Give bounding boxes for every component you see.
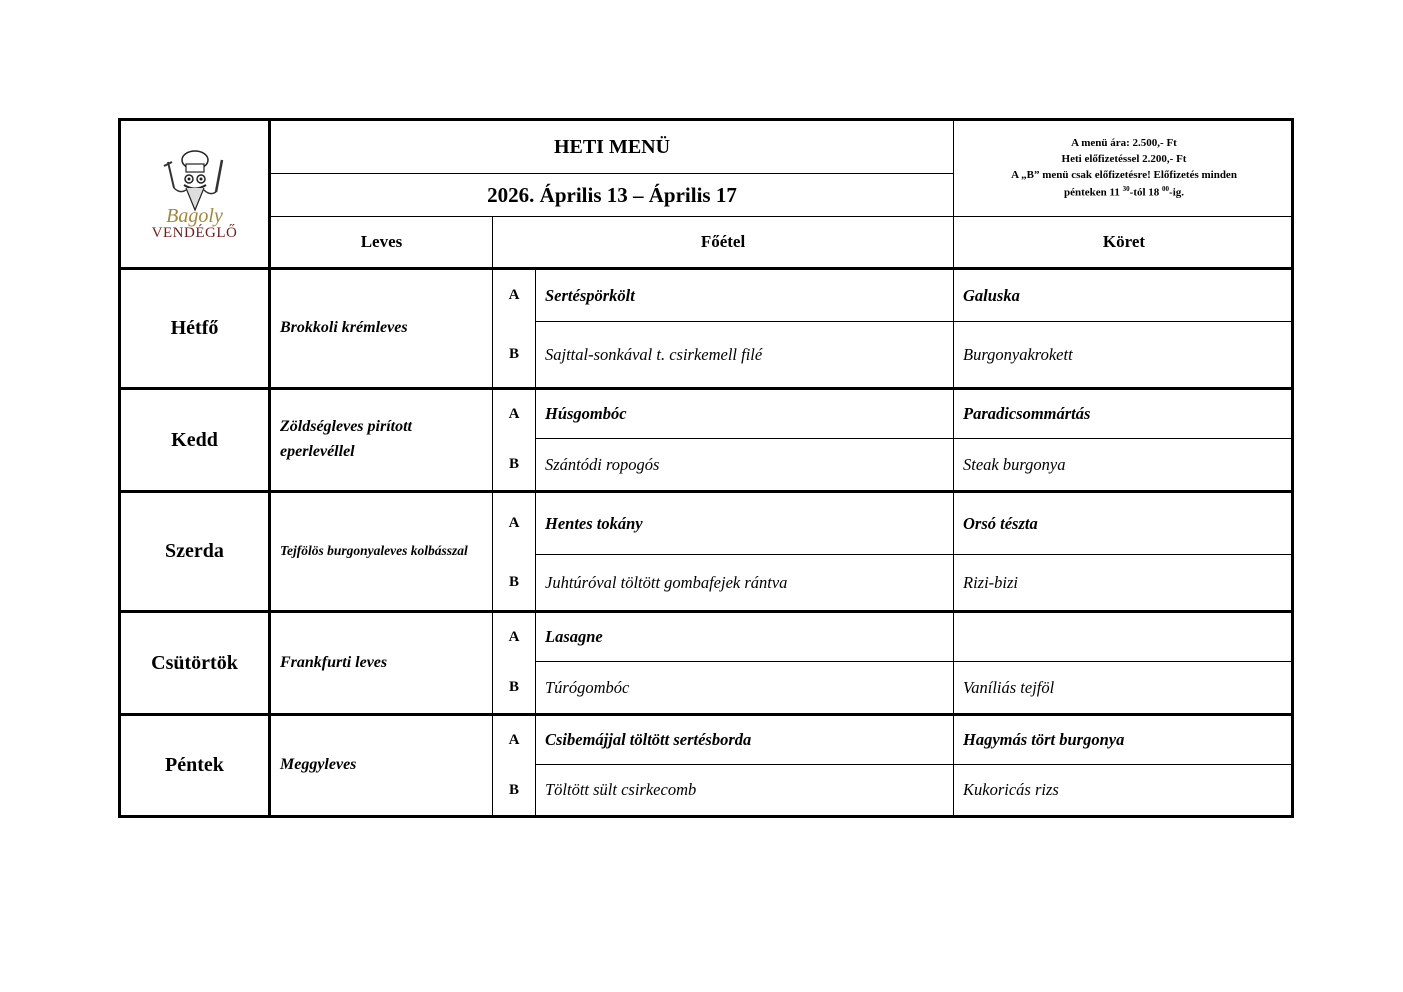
column-header-main: Főétel bbox=[700, 232, 746, 251]
main-dish: Sajttal-sonkával t. csirkemell filé bbox=[545, 344, 763, 364]
main-dish: Juhtúróval töltött gombafejek rántva bbox=[545, 572, 788, 592]
menu-option-label: A bbox=[508, 731, 520, 748]
menu-option-label: A bbox=[508, 405, 520, 422]
side-dish: Burgonyakrokett bbox=[963, 344, 1073, 364]
menu-option-label: B bbox=[508, 346, 519, 362]
side-dish: Steak burgonya bbox=[963, 454, 1066, 474]
main-dish: Húsgombóc bbox=[545, 404, 627, 423]
page-title: HETI MENÜ bbox=[553, 135, 671, 158]
side-dish: Paradicsommártás bbox=[963, 404, 1091, 423]
main-dish: Szántódi ropogós bbox=[545, 454, 660, 474]
menu-option-label: B bbox=[508, 456, 519, 472]
soup-of-day: Brokkoli krémleves bbox=[280, 319, 408, 337]
menu-option-label: B bbox=[508, 574, 519, 590]
menu-option-label: B bbox=[508, 679, 519, 695]
column-header-soup: Leves bbox=[360, 232, 403, 251]
menu-option-label: A bbox=[508, 515, 520, 531]
menu-option-label: A bbox=[508, 287, 520, 303]
menu-option-label: A bbox=[508, 628, 520, 645]
main-dish: Túrógombóc bbox=[545, 677, 630, 697]
soup-of-day: Zöldségleves pirított eperlevéllel bbox=[280, 418, 412, 460]
side-dish: Vaníliás tejföl bbox=[963, 677, 1055, 697]
side-dish: Kukoricás rizs bbox=[963, 780, 1059, 799]
weekly-menu-table bbox=[118, 118, 1294, 818]
main-dish: Lasagne bbox=[545, 627, 603, 646]
price-info bbox=[954, 121, 1294, 216]
day-name: Csütörtök bbox=[151, 651, 238, 674]
restaurant-logo bbox=[121, 121, 268, 267]
soup-of-day: Meggyleves bbox=[280, 756, 357, 774]
menu-option-label: B bbox=[508, 781, 519, 798]
date-range: 2026. Április 13 – Április 17 bbox=[487, 182, 737, 207]
price-line: A menü ára: 2.500,- Ft bbox=[1071, 136, 1177, 149]
soup-of-day: Frankfurti leves bbox=[280, 653, 388, 671]
subscription-note: A „B” menü csak előfizetésre! Előfizetés minden bbox=[1011, 168, 1237, 181]
subscription-hours: pénteken 11 $^{30}$-tól 18 $^{00}$-ig. bbox=[1063, 184, 1185, 199]
side-dish: Rizi-bizi bbox=[963, 572, 1019, 592]
day-name: Kedd bbox=[171, 428, 218, 451]
main-dish: Hentes tokány bbox=[545, 513, 643, 533]
main-dish: Töltött sült csirkecomb bbox=[545, 780, 697, 799]
side-dish bbox=[954, 613, 1294, 661]
main-dish: Sertéspörkölt bbox=[545, 285, 635, 305]
main-dish: Csibemájjal töltött sertésborda bbox=[545, 730, 752, 749]
side-dish: Galuska bbox=[963, 285, 1020, 305]
logo-subtitle: VENDÉGLŐ bbox=[151, 224, 238, 241]
chef-owl-icon bbox=[156, 148, 234, 212]
subscription-price-line: Heti előfizetéssel 2.200,- Ft bbox=[1061, 152, 1187, 165]
day-name: Hétfő bbox=[170, 317, 219, 339]
side-dish: Hagymás tört burgonya bbox=[963, 730, 1125, 749]
column-header-side: Köret bbox=[1102, 232, 1146, 251]
day-name: Szerda bbox=[165, 540, 224, 562]
side-dish: Orsó tészta bbox=[963, 513, 1038, 533]
soup-of-day: Tejfölös burgonyaleves kolbásszal bbox=[280, 543, 468, 559]
logo-name: Bagoly bbox=[166, 204, 223, 227]
day-name: Péntek bbox=[165, 754, 224, 776]
